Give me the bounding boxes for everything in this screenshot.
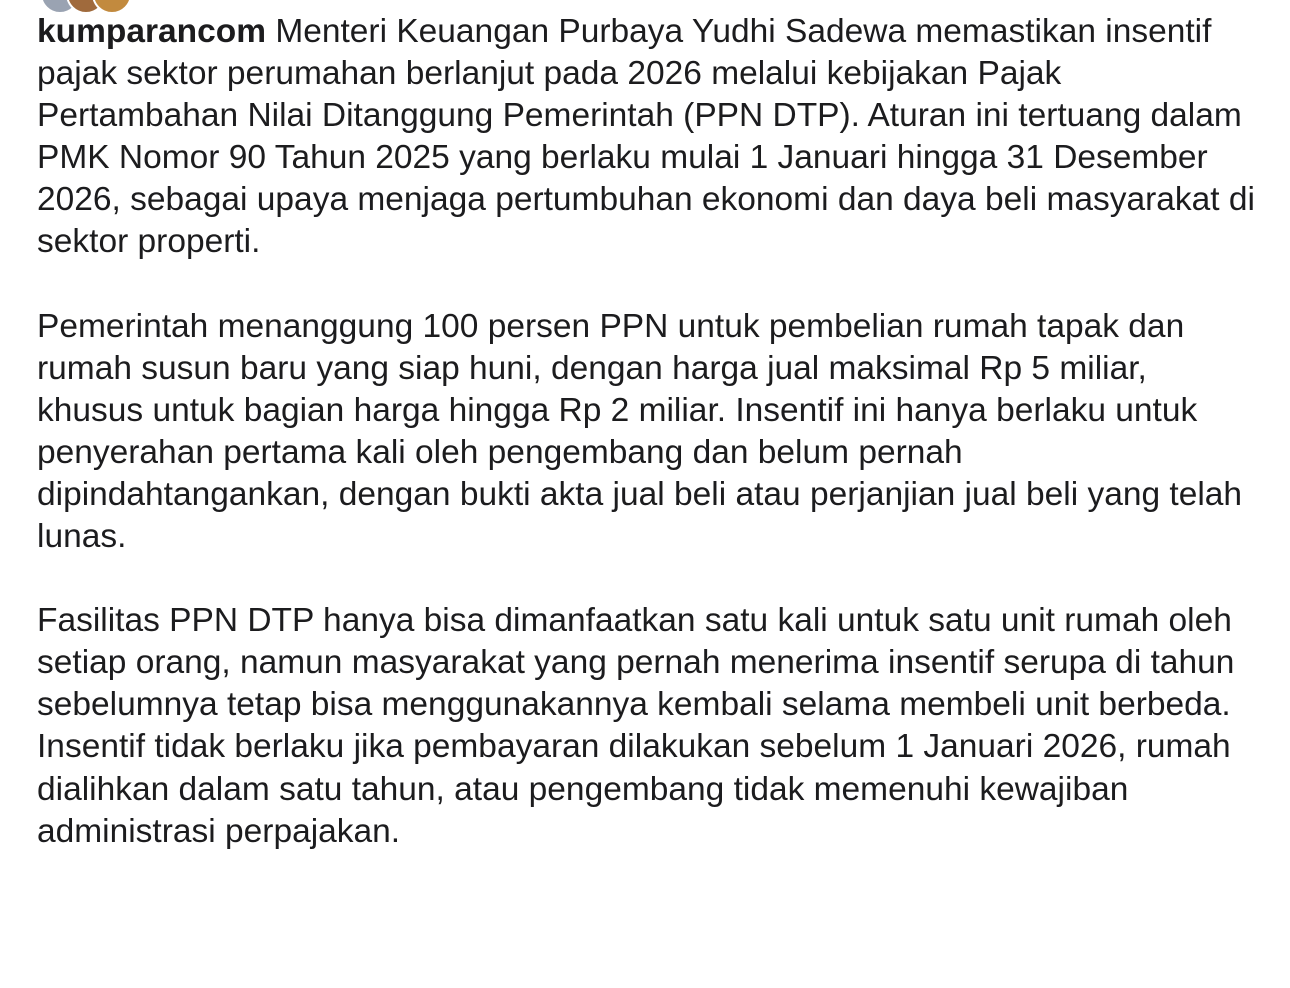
caption-paragraph: Pemerintah menanggung 100 persen PPN untuk pembelian rumah tapak dan rumah susun baru yang siap huni, dengan harga jual maksimal Rp 5 miliar, khusus untuk bagian harga hingga Rp 2 miliar. Insentif ini hanya berlaku untuk penyerahan pertama kali oleh pengembang dan belum pernah dipindahtangankan, dengan bukti akta jual beli atau perjanjian jual beli yang telah lunas. <box>37 307 1243 556</box>
caption-paragraph <box>37 11 1262 264</box>
username-link[interactable]: kumparancom <box>37 13 266 50</box>
caption-text: Menteri Keuangan Purbaya Yudhi Sadewa memastikan insentif pajak sektor perumahan berlanjut pada 2026 melalui kebijakan Pajak Pertambahan Nilai Ditanggung Pemerintah (PPN DTP). Aturan ini tertuang dalam PMK Nomor 90 Tahun 2025 yang berlaku mulai 1 Januari hingga 31 Desember 2026, sebagai upaya menjaga pertumbuhan ekonomi dan daya beli masyarakat di sektor properti. <box>37 13 1255 261</box>
post-caption <box>37 11 1262 853</box>
caption-paragraph: Fasilitas PPN DTP hanya bisa dimanfaatkan satu kali untuk satu unit rumah oleh setiap orang, namun masyarakat yang pernah menerima insentif serupa di tahun sebelumnya tetap bisa menggunakannya kembali selama membeli unit berbeda. Insentif tidak berlaku jika pembayaran dilakukan sebelum 1 Januari 2026, rumah dialihkan dalam satu tahun, atau pengembang tidak memenuhi kewajiban administrasi perpajakan. <box>37 602 1235 850</box>
